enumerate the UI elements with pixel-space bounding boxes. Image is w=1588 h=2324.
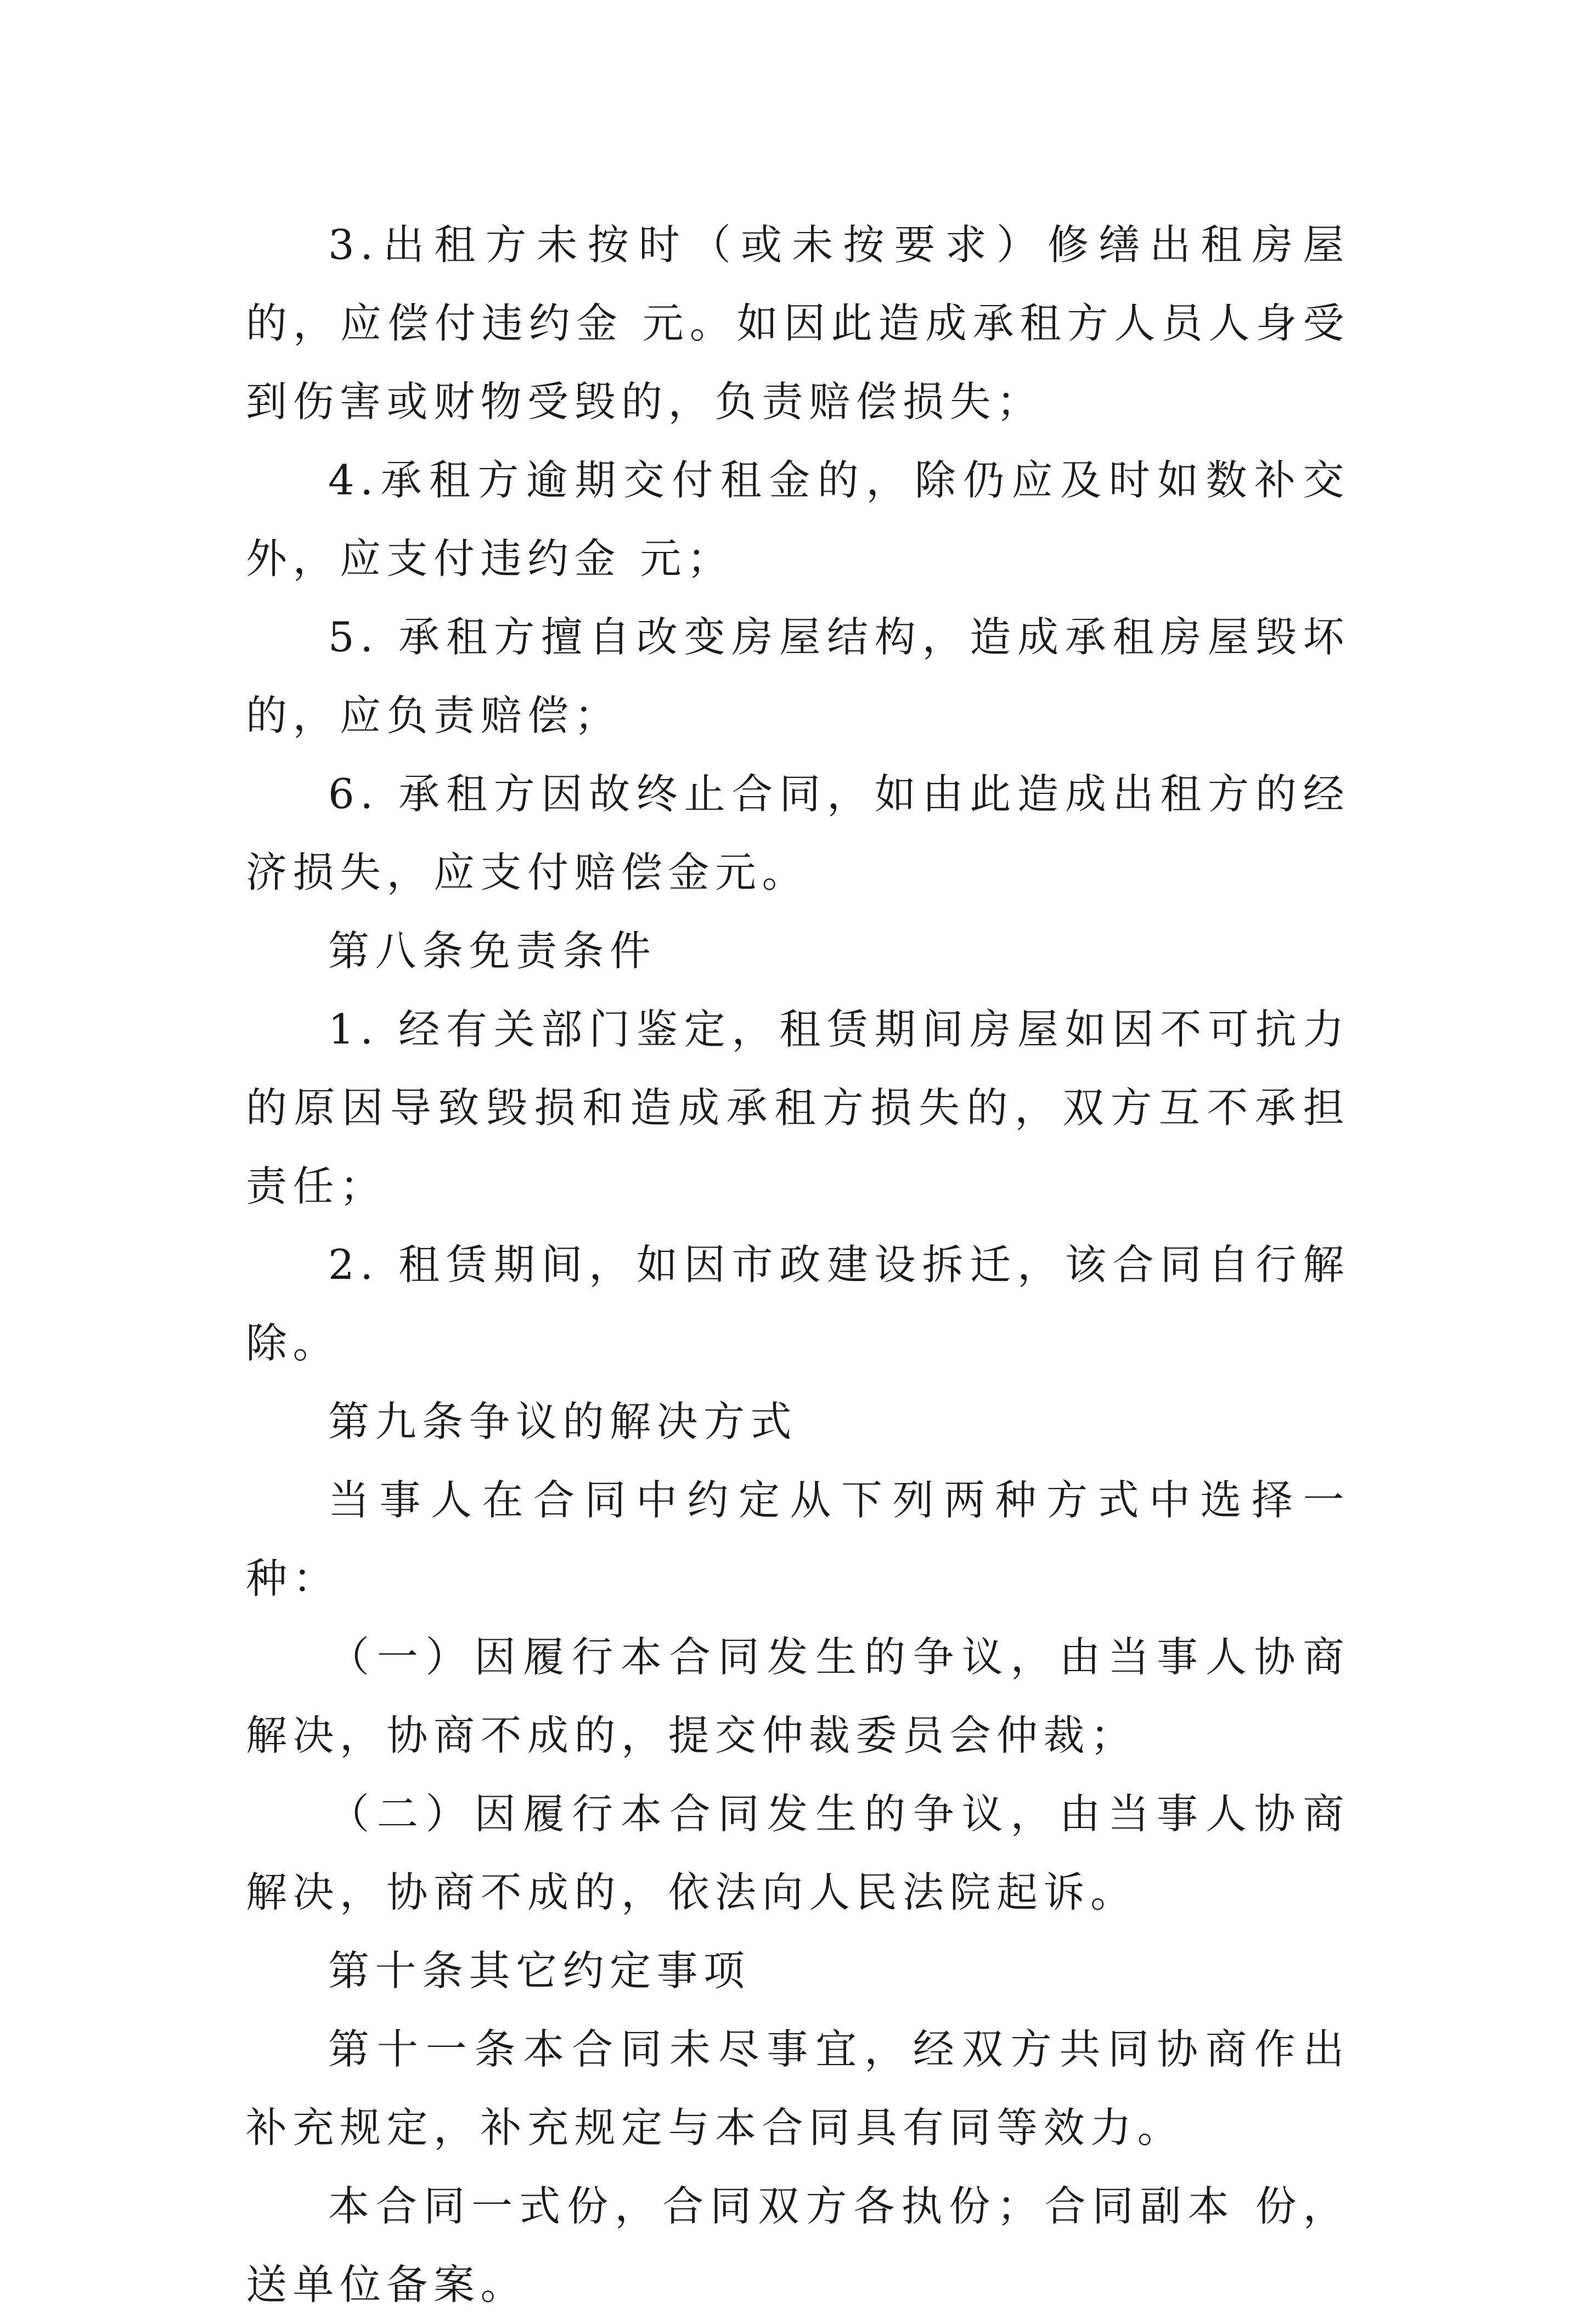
article-10-heading: 第十条其它约定事项 bbox=[328, 1947, 751, 1995]
document-body bbox=[246, 206, 1350, 2324]
paragraph-clause-8-2: 2. 租赁期间，如因市政建设拆迁，该合同自行解除。 bbox=[246, 1240, 1350, 1367]
paragraph-article-11: 第十一条本合同未尽事宜，经双方共同协商作出补充规定，补充规定与本合同具有同等效力。 bbox=[246, 2025, 1350, 2152]
paragraph-copies: 本合同一式份，合同双方各执份；合同副本 份，送单位备案。 bbox=[246, 2182, 1350, 2309]
article-8-heading: 第八条免责条件 bbox=[328, 927, 657, 975]
paragraph-clause-8-1: 1. 经有关部门鉴定，租赁期间房屋如因不可抗力的原因导致毁损和造成承租方损失的，双方互不承担责任； bbox=[246, 1005, 1350, 1210]
paragraph-dispute-option-1: （一）因履行本合同发生的争议，由当事人协商解决，协商不成的，提交仲裁委员会仲裁； bbox=[246, 1633, 1350, 1759]
paragraph-dispute-option-2: （二）因履行本合同发生的争议，由当事人协商解决，协商不成的，依法向人民法院起诉。 bbox=[246, 1790, 1350, 1916]
paragraph-clause-7-6: 6. 承租方因故终止合同，如由此造成出租方的经济损失，应支付赔偿金元。 bbox=[246, 770, 1350, 896]
paragraph-clause-7-4: 4.承租方逾期交付租金的，除仍应及时如数补交外，应支付违约金 元； bbox=[246, 456, 1350, 583]
paragraph-dispute-intro: 当事人在合同中约定从下列两种方式中选择一种： bbox=[246, 1476, 1350, 1603]
article-9-heading: 第九条争议的解决方式 bbox=[328, 1397, 798, 1446]
paragraph-clause-7-5: 5. 承租方擅自改变房屋结构，造成承租房屋毁坏的，应负责赔偿； bbox=[246, 613, 1350, 740]
paragraph-clause-7-3: 3.出租方未按时（或未按要求）修缮出租房屋的，应偿付违约金 元。如因此造成承租方人员人身受到伤害或财物受毁的，负责赔偿损失； bbox=[246, 221, 1350, 426]
